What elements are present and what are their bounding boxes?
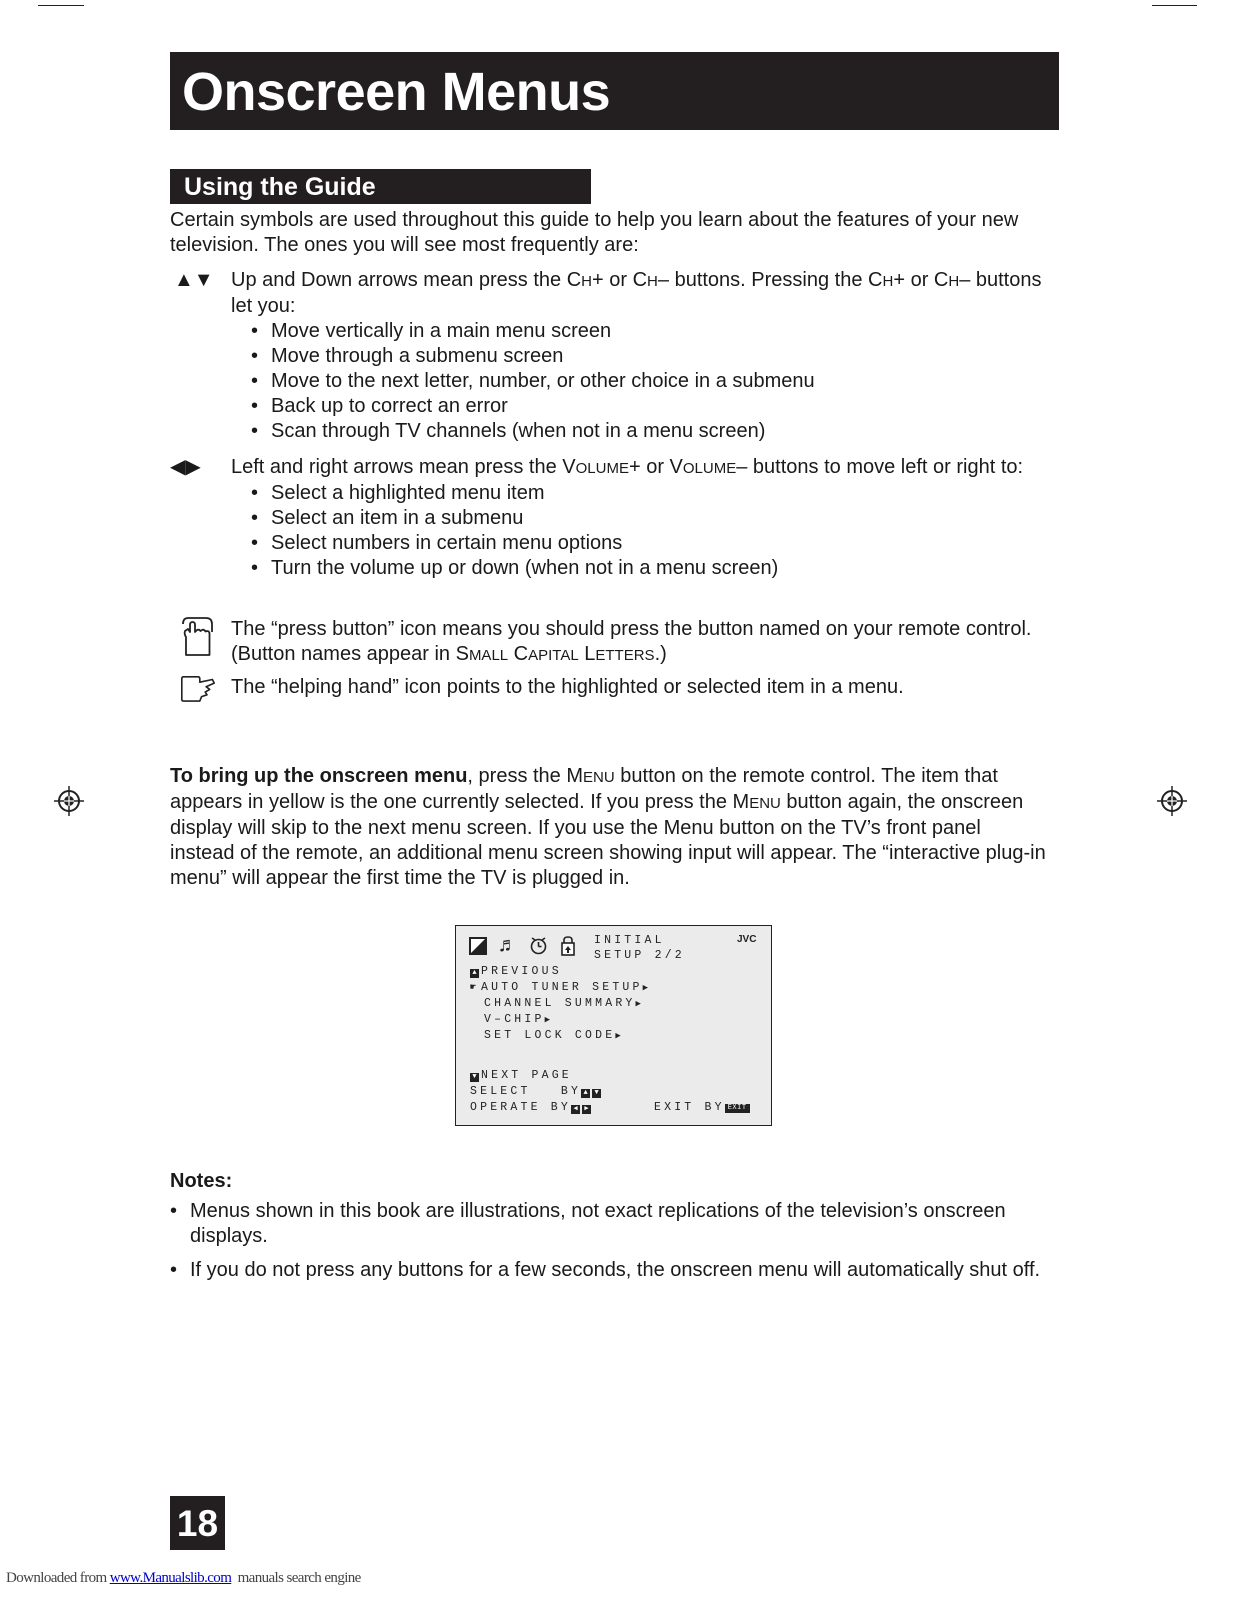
- lock-menu-icon: [560, 935, 576, 956]
- page-number: 18: [170, 1496, 225, 1550]
- leftright-bullet-list: [231, 481, 1060, 581]
- section-heading: Using the Guide: [170, 169, 591, 204]
- press-button-description: [231, 617, 1060, 668]
- updown-symbol-block: [170, 268, 1060, 444]
- osd-select-line: [470, 1085, 603, 1098]
- osd-exit-line: [654, 1101, 750, 1114]
- osd-item-label: V–CHIP: [484, 1013, 545, 1026]
- updown-text-3: – buttons. Pressing the: [657, 269, 869, 291]
- timer-menu-icon: [529, 936, 548, 955]
- menu-text-2: button on the remote control. The item that appears in yellow is the one currently selected. If you press the: [170, 765, 998, 813]
- osd-submenu-arrow-icon: ▶: [642, 983, 649, 993]
- osd-previous-label: PREVIOUS: [481, 965, 562, 978]
- osd-submenu-arrow-icon: ▶: [635, 999, 641, 1009]
- osd-menu-item: [484, 1029, 621, 1042]
- ch-label: C: [933, 269, 949, 291]
- footer-prefix: Downloaded from: [6, 1570, 110, 1586]
- osd-title-line-2: SETUP 2/2: [594, 949, 685, 962]
- list-item: • Move through a submenu screen: [251, 344, 1060, 369]
- list-item: • Menus shown in this book are illustrations, not exact replications of the television’s onscreen displays.: [170, 1199, 1050, 1249]
- osd-left-key-icon: ◀: [571, 1105, 580, 1114]
- menu-text-3: button again, the onscreen display will skip to the next menu screen. If you use the Menu button on the TV’s front panel instead of the remote, an additional menu screen showing input will appear. The “interactive plug-in menu” will appear the first time the TV is plugged in.: [170, 791, 1046, 889]
- updown-text-1: Up and Down arrows mean press the: [231, 269, 567, 291]
- small-caps-l: L: [578, 643, 596, 665]
- notes-list: [170, 1199, 1050, 1292]
- press-button-icon: [176, 615, 218, 657]
- updown-description: [231, 268, 1060, 444]
- osd-item-label: CHANNEL SUMMARY: [484, 997, 636, 1010]
- onscreen-menu-illustration: [455, 925, 772, 1126]
- osd-exit-key: EXIT: [725, 1104, 750, 1113]
- osd-submenu-arrow-icon: ▶: [615, 1031, 621, 1041]
- helping-hand-block: [170, 675, 1060, 700]
- list-item: • Move to the next letter, number, or other choice in a submenu: [251, 369, 1060, 394]
- updown-text-4: + or: [893, 269, 934, 291]
- press-text-1: The “press button” icon means you should press the button named on your remote control. (Button names appear in: [231, 618, 1032, 665]
- volume-label: V: [562, 456, 576, 478]
- updown-bullet-list: [231, 319, 1060, 444]
- menu-paragraph: [170, 764, 1050, 891]
- list-item: • Select numbers in certain menu options: [251, 531, 1060, 556]
- osd-down-key-icon: ▼: [470, 1073, 479, 1082]
- intro-paragraph: Certain symbols are used throughout this guide to help you learn about the features of your new television. The ones you will see most frequently are:: [170, 209, 1019, 256]
- menu-label-small: ENU: [749, 795, 781, 812]
- menu-label-small: ENU: [583, 769, 615, 786]
- page-title: Onscreen Menus: [170, 52, 1059, 130]
- registration-mark-icon: [54, 786, 84, 816]
- list-item: • Select a highlighted menu item: [251, 481, 1060, 506]
- menu-label: M: [566, 765, 584, 787]
- osd-next-page-label: NEXT PAGE: [481, 1069, 572, 1082]
- small-caps-c: C: [508, 643, 529, 665]
- sound-menu-icon: ♬: [499, 935, 512, 958]
- menu-text-1: , press the: [467, 765, 567, 787]
- volume-label-small: OLUME: [682, 460, 737, 477]
- leftright-symbol-block: [170, 455, 1060, 581]
- ch-label: C: [566, 269, 582, 291]
- press-button-block: [170, 617, 1060, 668]
- osd-select-label: SELECT BY: [470, 1085, 582, 1098]
- helping-hand-icon: [180, 675, 216, 702]
- osd-down-key-icon: ▼: [592, 1089, 601, 1098]
- ch-label-small: H: [647, 273, 658, 290]
- up-down-arrows-icon: ▲▼: [174, 269, 214, 291]
- menu-paragraph-lead: To bring up the onscreen menu: [170, 765, 468, 787]
- leftright-text-3: – buttons to move left or right to:: [736, 456, 1024, 478]
- menu-label: M: [732, 791, 750, 813]
- updown-text-5: – buttons let you:: [231, 269, 1042, 317]
- osd-item-label: SET LOCK CODE: [484, 1029, 616, 1042]
- leftright-text-2: + or: [628, 456, 670, 478]
- osd-exit-label: EXIT BY: [654, 1101, 725, 1114]
- helping-hand-description: The “helping hand” icon points to the highlighted or selected item in a menu.: [231, 676, 904, 698]
- osd-operate-line: [470, 1101, 593, 1114]
- list-item: • Back up to correct an error: [251, 394, 1060, 419]
- leftright-description: [231, 455, 1060, 581]
- updown-text-2: + or: [592, 269, 633, 291]
- list-item: • Move vertically in a main menu screen: [251, 319, 1060, 344]
- picture-menu-icon: [469, 937, 487, 955]
- small-caps-mall: MALL: [468, 647, 509, 664]
- osd-up-key-icon: ▲: [470, 969, 479, 978]
- list-item: • Turn the volume up or down (when not in a menu screen): [251, 556, 1060, 581]
- ch-label: C: [868, 269, 883, 291]
- download-footer: [6, 1570, 361, 1587]
- crop-mark-right: [1152, 5, 1197, 6]
- osd-previous-line: [470, 965, 562, 978]
- small-caps-s: S: [455, 643, 469, 665]
- notes-heading: Notes:: [170, 1170, 233, 1192]
- ch-label: C: [632, 269, 648, 291]
- osd-title-line-1: INITIAL: [594, 934, 665, 947]
- osd-right-key-icon: ▶: [582, 1105, 591, 1114]
- manualslib-link[interactable]: www.Manualslib.com: [109, 1570, 232, 1586]
- leftright-text-1: Left and right arrows mean press the: [231, 456, 563, 478]
- footer-suffix: manuals search engine: [231, 1570, 361, 1586]
- ch-label-small: H: [882, 273, 894, 290]
- crop-mark-left: [38, 5, 84, 6]
- volume-label-small: OLUME: [575, 460, 629, 477]
- osd-up-key-icon: ▲: [581, 1089, 590, 1098]
- registration-mark-icon: [1157, 786, 1187, 816]
- osd-next-page-line: [470, 1069, 572, 1082]
- ch-label-small: H: [948, 273, 960, 290]
- osd-submenu-arrow-icon: ▶: [544, 1015, 551, 1025]
- small-caps-etters: ETTERS: [595, 647, 655, 664]
- volume-label: V: [669, 456, 683, 478]
- press-text-2: .): [654, 643, 667, 665]
- helping-hand-pointer-icon: ☛: [470, 983, 477, 994]
- osd-brand-logo: JVC: [737, 934, 757, 945]
- osd-menu-item: [484, 1013, 550, 1026]
- list-item: • If you do not press any buttons for a few seconds, the onscreen menu will automatically shut off.: [170, 1258, 1050, 1283]
- osd-menu-item: [484, 997, 641, 1010]
- ch-label-small: H: [581, 273, 593, 290]
- osd-item-label: AUTO TUNER SETUP: [481, 981, 643, 994]
- osd-operate-label: OPERATE BY: [470, 1101, 572, 1114]
- left-right-arrows-icon: ◀▶: [170, 456, 201, 478]
- list-item: • Scan through TV channels (when not in a menu screen): [251, 419, 1060, 444]
- osd-menu-item-selected: [470, 981, 648, 994]
- list-item: • Select an item in a submenu: [251, 506, 1060, 531]
- small-caps-apital: APITAL: [528, 647, 579, 664]
